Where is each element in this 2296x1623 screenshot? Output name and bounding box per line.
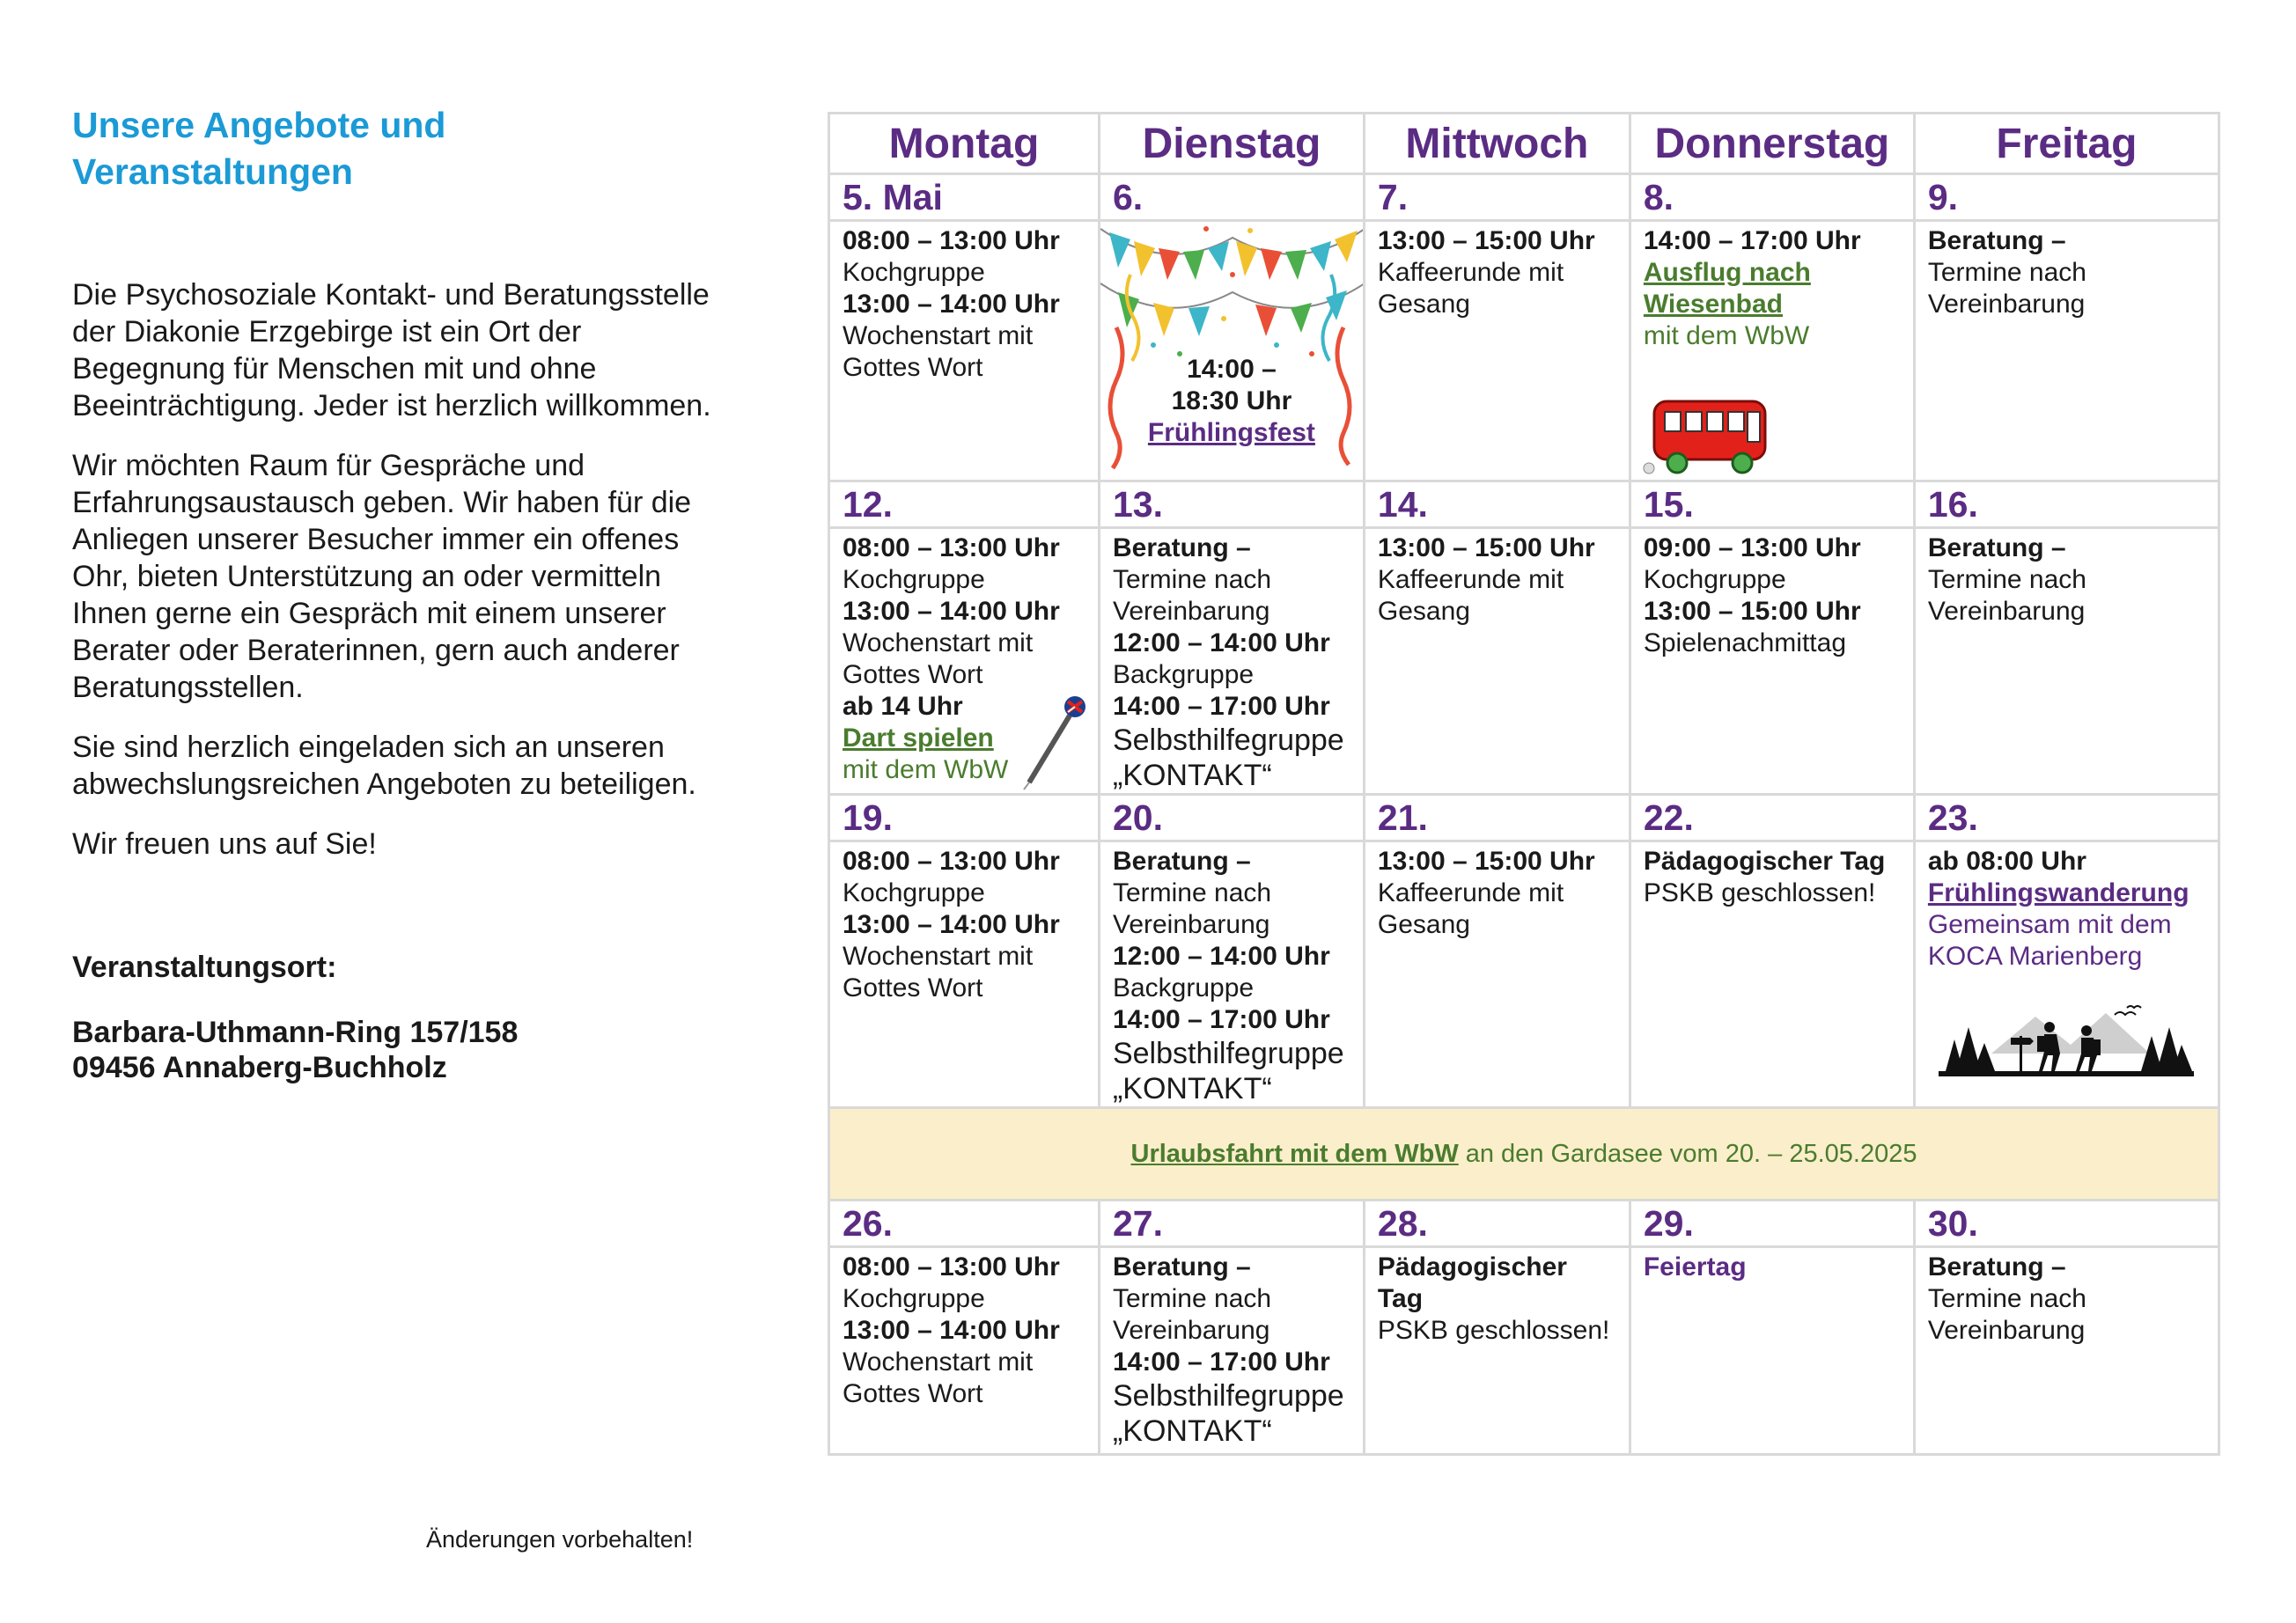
event-time: 13:00 – 14:00 Uhr bbox=[843, 597, 1060, 626]
intro-paragraph-2: Wir möchten Raum für Gespräche und Erfahrungsaustausch geben. Wir haben für die Anliegen unserer Besucher immer ein offenes Ohr, bieten Unterstützung an oder vermitteln Ihnen gerne ein Gespräch mit einem unserer Berater oder Beraterinnen, gern auch anderer Beratungsstellen. bbox=[72, 449, 692, 704]
date-cell: 13. bbox=[1099, 481, 1364, 528]
event-cell-mon-12 bbox=[829, 528, 1100, 795]
intro-paragraph-4: Wir freuen uns auf Sie! bbox=[72, 827, 377, 861]
fruehlingsfest-link[interactable]: Frühlingsfest bbox=[1147, 418, 1315, 447]
event-activity: Termine nach Vereinbarung bbox=[1927, 258, 2086, 319]
footnote: Änderungen vorbehalten! bbox=[426, 1526, 694, 1553]
event-cell-tue-6 bbox=[1099, 221, 1364, 481]
intro-paragraph-1: Die Psychosoziale Kontakt- und Beratungsstelle der Diakonie Erzgebirge ist ein Ort der Begegnung für Menschen mit und ohne Beeinträchtigung. Jeder ist herzlich willkommen. bbox=[72, 278, 711, 422]
event-time: 13:00 – 15:00 Uhr bbox=[1377, 533, 1595, 562]
venue-label: Veranstaltungsort: bbox=[72, 951, 337, 984]
event-activity: Kochgruppe bbox=[1643, 565, 1786, 594]
vacation-banner bbox=[829, 1108, 2219, 1201]
title-line-1: Unsere Angebote und bbox=[72, 105, 446, 145]
event-activity: Selbsthilfegruppe „KONTAKT“ bbox=[1112, 1037, 1344, 1105]
event-time: 08:00 – 13:00 Uhr bbox=[843, 533, 1060, 562]
title-line-2: Veranstaltungen bbox=[72, 151, 353, 192]
week3-date-row bbox=[829, 795, 2219, 841]
event-time: 08:00 – 13:00 Uhr bbox=[843, 847, 1060, 876]
date-cell: 23. bbox=[1914, 795, 2219, 841]
event-activity: Termine nach Vereinbarung bbox=[1112, 565, 1272, 626]
event-time: 12:00 – 14:00 Uhr bbox=[1112, 942, 1330, 971]
event-time: Beratung – bbox=[1112, 533, 1251, 562]
date-cell: 29. bbox=[1630, 1201, 1914, 1247]
event-organizer: mit dem WbW bbox=[1643, 321, 1810, 350]
event-time: 18:30 Uhr bbox=[1171, 386, 1292, 415]
week4-date-row bbox=[829, 1201, 2219, 1247]
event-activity: Kochgruppe bbox=[843, 878, 985, 907]
header-tuesday: Dienstag bbox=[1099, 114, 1364, 174]
event-time: ab 14 Uhr bbox=[843, 692, 963, 721]
date-cell: 6. bbox=[1099, 174, 1364, 221]
ausflug-link[interactable]: Ausflug nach Wiesenbad bbox=[1643, 258, 1811, 319]
event-activity: Selbsthilfegruppe „KONTAKT“ bbox=[1112, 1379, 1344, 1448]
event-activity: Spielenachmittag bbox=[1643, 628, 1847, 657]
intro-paragraph-3: Sie sind herzlich eingeladen sich an unseren abwechslungsreichen Angeboten zu beteiligen. bbox=[72, 731, 696, 801]
date-cell: 5. Mai bbox=[829, 174, 1100, 221]
event-time: 08:00 – 13:00 Uhr bbox=[843, 1252, 1060, 1282]
event-time: 14:00 – 17:00 Uhr bbox=[1112, 1005, 1330, 1034]
event-activity: Wochenstart mit Gottes Wort bbox=[843, 1348, 1034, 1408]
event-time: 14:00 – 17:00 Uhr bbox=[1643, 226, 1861, 255]
festival-box bbox=[1100, 222, 1363, 479]
event-activity: Kaffeerunde mit Gesang bbox=[1377, 878, 1564, 939]
urlaubsfahrt-link[interactable]: Urlaubsfahrt mit dem WbW bbox=[1130, 1139, 1459, 1168]
event-cell-fri-16 bbox=[1914, 528, 2219, 795]
event-time: 14:00 – 17:00 Uhr bbox=[1112, 1348, 1330, 1377]
week4-events-row bbox=[829, 1247, 2219, 1455]
event-activity: Kaffeerunde mit Gesang bbox=[1377, 565, 1564, 626]
event-activity: Wochenstart mit Gottes Wort bbox=[843, 321, 1034, 382]
event-time: 12:00 – 14:00 Uhr bbox=[1112, 628, 1330, 657]
page-title bbox=[72, 102, 715, 195]
event-time: Beratung – bbox=[1927, 1252, 2066, 1282]
date-cell: 15. bbox=[1630, 481, 1914, 528]
event-organizer: Gemeinsam mit dem KOCA Marienberg bbox=[1927, 910, 2172, 971]
event-time: 13:00 – 14:00 Uhr bbox=[843, 290, 1060, 319]
event-time: Beratung – bbox=[1927, 533, 2066, 562]
event-time: 13:00 – 14:00 Uhr bbox=[843, 1316, 1060, 1345]
date-cell: 7. bbox=[1364, 174, 1630, 221]
event-activity: Termine nach Vereinbarung bbox=[1927, 565, 2086, 626]
event-cell-thu-15 bbox=[1630, 528, 1914, 795]
event-organizer: mit dem WbW bbox=[843, 755, 1009, 784]
event-cell-fri-9 bbox=[1914, 221, 2219, 481]
event-activity: Termine nach Vereinbarung bbox=[1112, 878, 1272, 939]
event-activity: Kochgruppe bbox=[843, 1284, 985, 1313]
date-cell: 28. bbox=[1364, 1201, 1630, 1247]
week2-date-row bbox=[829, 481, 2219, 528]
venue-address bbox=[72, 1015, 715, 1085]
header-thursday: Donnerstag bbox=[1630, 114, 1914, 174]
event-activity: Wochenstart mit Gottes Wort bbox=[843, 628, 1034, 689]
event-time: 14:00 – bbox=[1187, 355, 1277, 384]
event-cell-wed-28 bbox=[1364, 1247, 1630, 1455]
event-time: 14:00 – 17:00 Uhr bbox=[1112, 692, 1330, 721]
event-time: 13:00 – 14:00 Uhr bbox=[843, 910, 1060, 939]
date-cell: 30. bbox=[1914, 1201, 2219, 1247]
event-cell-tue-13 bbox=[1099, 528, 1364, 795]
bus-icon bbox=[1642, 394, 1774, 482]
banner-text: an den Gardasee vom 20. – 25.05.2025 bbox=[1458, 1139, 1917, 1168]
intro-column bbox=[72, 102, 715, 1085]
event-activity: Termine nach Vereinbarung bbox=[1927, 1284, 2086, 1345]
event-activity: Kochgruppe bbox=[843, 258, 985, 287]
event-time: Pädagogischer Tag bbox=[1643, 847, 1886, 876]
event-time: ab 08:00 Uhr bbox=[1927, 847, 2086, 876]
event-time: Pädagogischer Tag bbox=[1377, 1252, 1567, 1313]
weekday-header-row bbox=[829, 114, 2219, 174]
event-cell-mon-19 bbox=[829, 841, 1100, 1108]
event-activity: Selbsthilfegruppe „KONTAKT“ bbox=[1112, 723, 1344, 792]
event-cell-tue-20 bbox=[1099, 841, 1364, 1108]
event-activity: Kaffeerunde mit Gesang bbox=[1377, 258, 1564, 319]
event-time: 08:00 – 13:00 Uhr bbox=[843, 226, 1060, 255]
vacation-banner-row bbox=[829, 1108, 2219, 1201]
event-activity: Backgruppe bbox=[1112, 660, 1255, 689]
address-street: Barbara-Uthmann-Ring 157/158 bbox=[72, 1016, 519, 1049]
event-cell-wed-7 bbox=[1364, 221, 1630, 481]
date-cell: 9. bbox=[1914, 174, 2219, 221]
event-activity: PSKB geschlossen! bbox=[1377, 1316, 1610, 1345]
holiday-label: Feiertag bbox=[1643, 1252, 1747, 1282]
date-cell: 20. bbox=[1099, 795, 1364, 841]
event-cell-wed-14 bbox=[1364, 528, 1630, 795]
event-time: Beratung – bbox=[1112, 847, 1251, 876]
event-time: Beratung – bbox=[1112, 1252, 1251, 1282]
week1-events-row bbox=[829, 221, 2219, 481]
hiking-icon bbox=[1939, 1001, 2194, 1076]
date-cell: 21. bbox=[1364, 795, 1630, 841]
date-cell: 27. bbox=[1099, 1201, 1364, 1247]
event-cell-thu-22 bbox=[1630, 841, 1914, 1108]
calendar-table bbox=[828, 112, 2220, 1456]
date-cell: 16. bbox=[1914, 481, 2219, 528]
date-cell: 12. bbox=[829, 481, 1100, 528]
event-cell-fri-23 bbox=[1914, 841, 2219, 1108]
event-activity: Backgruppe bbox=[1112, 973, 1255, 1002]
event-time: Beratung – bbox=[1927, 226, 2066, 255]
event-cell-thu-29 bbox=[1630, 1247, 1914, 1455]
header-monday: Montag bbox=[829, 114, 1100, 174]
date-cell: 26. bbox=[829, 1201, 1100, 1247]
date-cell: 8. bbox=[1630, 174, 1914, 221]
event-cell-mon-5 bbox=[829, 221, 1100, 481]
festival-text bbox=[1100, 354, 1363, 449]
event-cell-wed-21 bbox=[1364, 841, 1630, 1108]
event-time: 13:00 – 15:00 Uhr bbox=[1377, 847, 1595, 876]
header-friday: Freitag bbox=[1914, 114, 2219, 174]
header-wednesday: Mittwoch bbox=[1364, 114, 1630, 174]
event-cell-thu-8 bbox=[1630, 221, 1914, 481]
week1-date-row bbox=[829, 174, 2219, 221]
dart-icon bbox=[1020, 694, 1091, 791]
wanderung-link[interactable]: Frühlingswanderung bbox=[1927, 878, 2189, 907]
event-activity: Termine nach Vereinbarung bbox=[1112, 1284, 1272, 1345]
date-cell: 19. bbox=[829, 795, 1100, 841]
date-cell: 14. bbox=[1364, 481, 1630, 528]
event-cell-tue-27 bbox=[1099, 1247, 1364, 1455]
event-time: 09:00 – 13:00 Uhr bbox=[1643, 533, 1861, 562]
week3-events-row bbox=[829, 841, 2219, 1108]
event-cell-fri-30 bbox=[1914, 1247, 2219, 1455]
event-activity: Wochenstart mit Gottes Wort bbox=[843, 942, 1034, 1002]
event-time: 13:00 – 15:00 Uhr bbox=[1377, 226, 1595, 255]
week2-events-row bbox=[829, 528, 2219, 795]
dart-link[interactable]: Dart spielen bbox=[843, 723, 994, 753]
address-city: 09456 Annaberg-Buchholz bbox=[72, 1051, 447, 1084]
event-cell-mon-26 bbox=[829, 1247, 1100, 1455]
event-activity: PSKB geschlossen! bbox=[1643, 878, 1876, 907]
event-activity: Kochgruppe bbox=[843, 565, 985, 594]
date-cell: 22. bbox=[1630, 795, 1914, 841]
event-time: 13:00 – 15:00 Uhr bbox=[1643, 597, 1861, 626]
